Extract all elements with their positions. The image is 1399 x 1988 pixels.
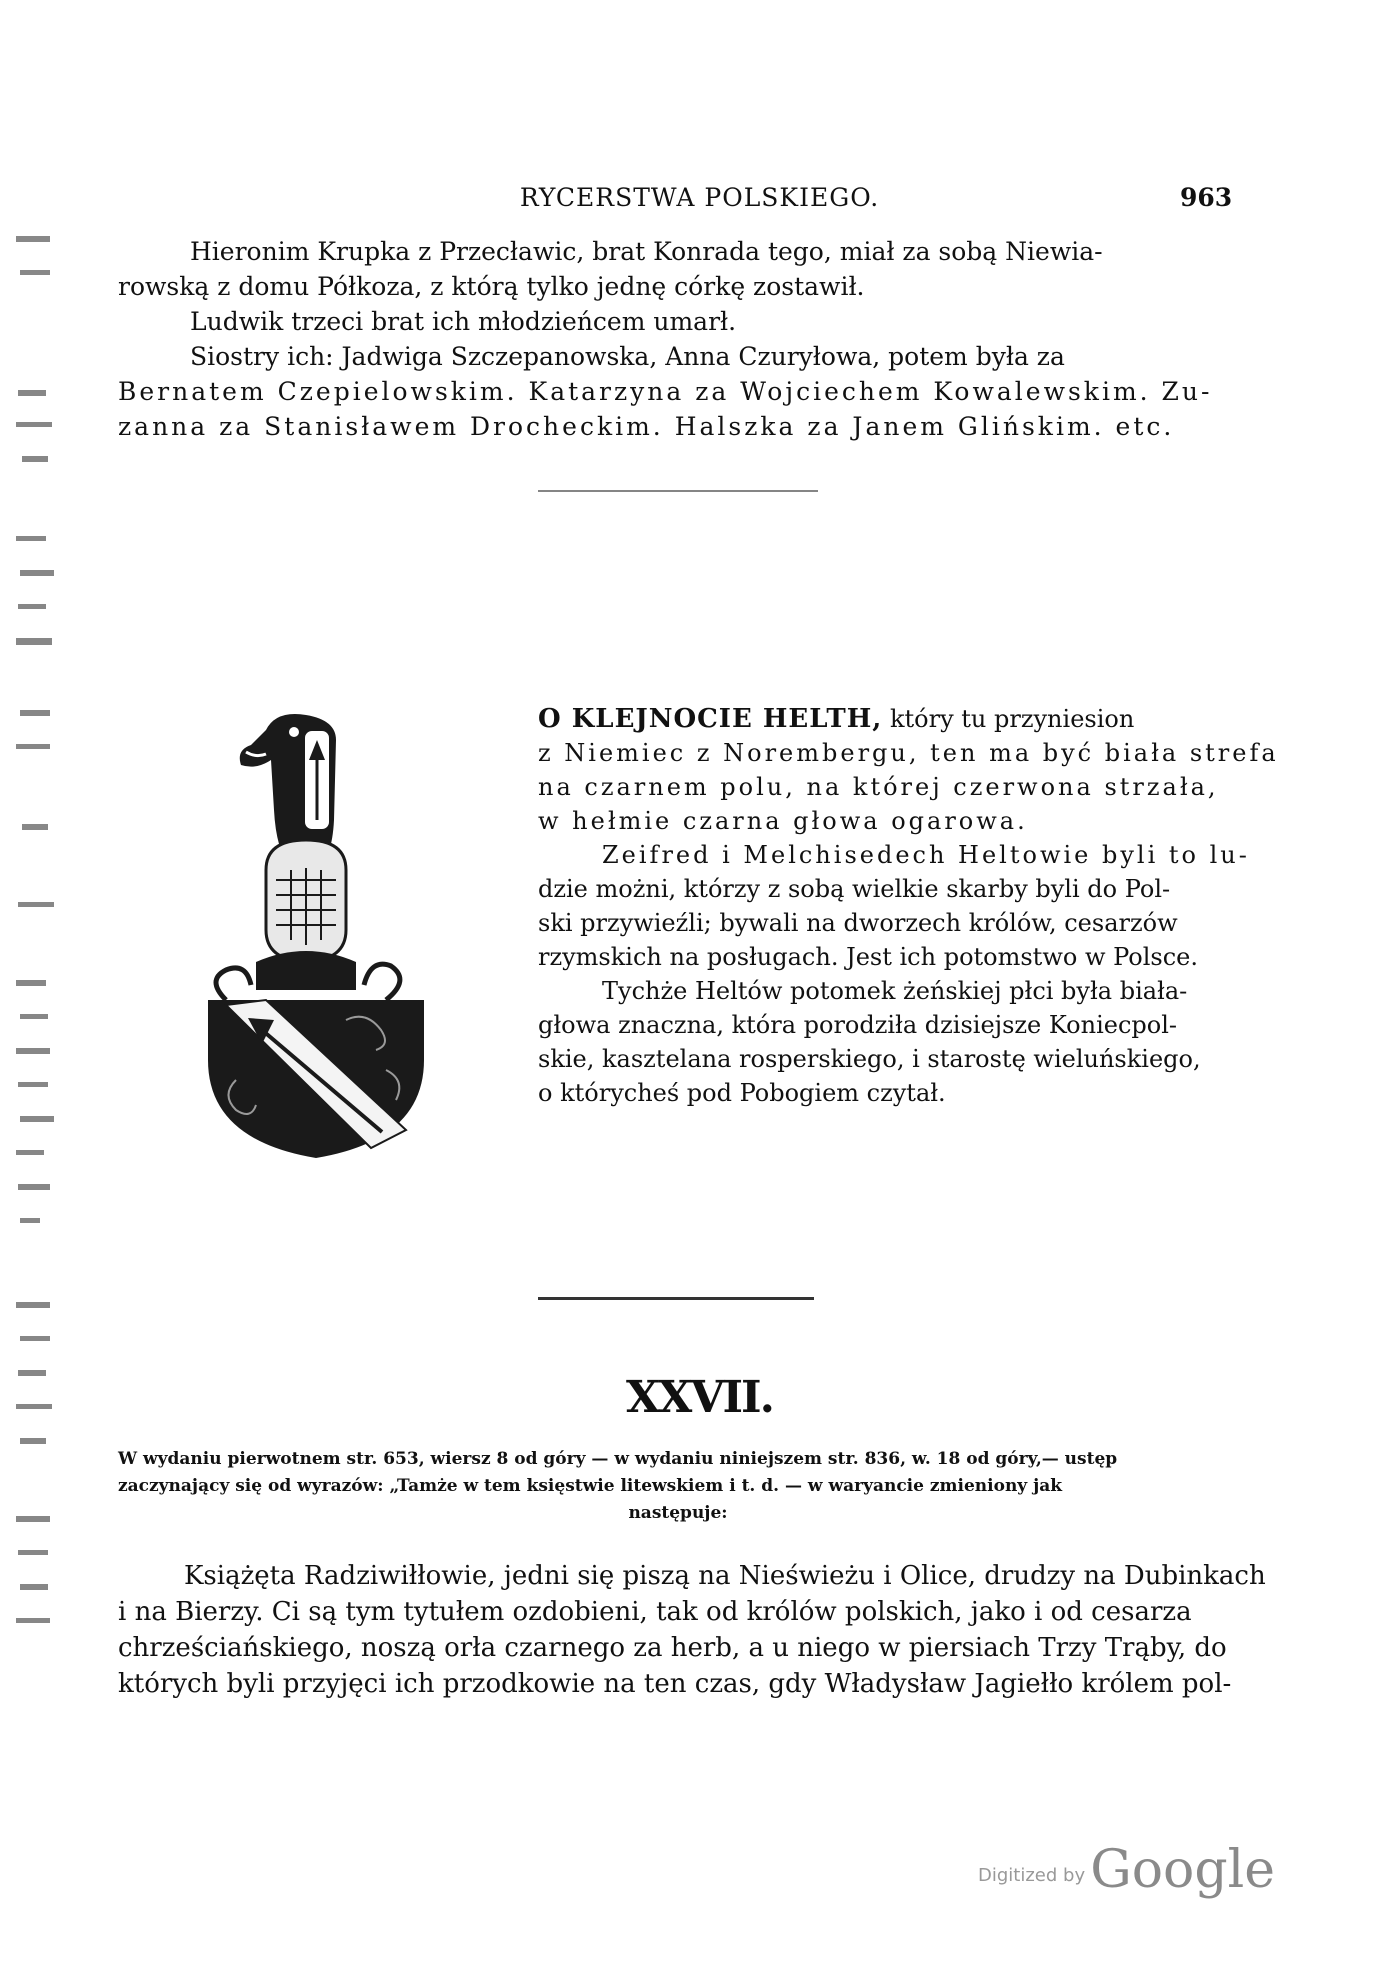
running-header: RYCERSTWA POLSKIEGO. [519,183,880,212]
text-line: W wydaniu pierwotnem str. 653, wiersz 8 od góry — w wydaniu niniejszem str. 836, w. 18 od góry,— ustęp [118,1449,1118,1469]
text-line: Ludwik trzeci brat ich młodzieńcem umarł. [190,307,737,336]
text-line: głowa znaczna, która porodziła dzisiejsze Koniecpol- [538,1011,1177,1039]
watermark-prefix: Digitized by [978,1865,1086,1886]
text-line: Hieronim Krupka z Przecławic, brat Konrada tego, miał za sobą Niewia- [190,237,1103,266]
text-line: dzie możni, którzy z sobą wielkie skarby byli do Pol- [538,875,1171,903]
text-line: Bernatem Czepielowskim. Katarzyna za Wojciechem Kowalewskim. Zu- [118,377,1213,406]
margin-bleed-artifacts [12,230,72,1710]
text-line: na czarnem polu, na której czerwona strzała, [538,773,1219,801]
crest-heading: O KLEJNOCIE HELTH, [538,704,883,734]
text-line: Tychże Heltów potomek żeńskiej płci była biała- [602,977,1188,1005]
page-number: 963 [1180,183,1233,212]
text-line: Siostry ich: Jadwiga Szczepanowska, Anna Czuryłowa, potem była za [190,342,1065,371]
google-logo: Google [1090,1840,1276,1900]
body-paragraph [118,1558,1266,1702]
text-line: z Niemiec z Norembergu, ten ma być biała strefa [538,739,1279,767]
coat-of-arms-helth-image [196,700,436,1160]
text-line: rzymskich na posługach. Jest ich potomstwo w Polsce. [538,943,1199,971]
text-line: rowską z domu Półkoza, z którą tylko jednę córkę zostawił. [118,272,865,301]
chapter-divider [538,1297,814,1300]
text-line: o którycheś pod Pobogiem czytał. [538,1079,946,1107]
text-line: i na Bierzy. Ci są tym tytułem ozdobieni, tak od królów polskich, jako i od cesarza [118,1597,1192,1627]
text-line: których byli przyjęci ich przodkowie na ten czas, gdy Władysław Jagiełło królem pol- [118,1669,1232,1699]
top-paragraph [118,234,1238,444]
google-digitized-watermark [978,1840,1275,1900]
text-line: zaczynający się od wyrazów: „Tamże w tem księstwie litewskiem i t. d. — w waryancie zmieniony jak [118,1476,1063,1496]
chapter-numeral: XXVII. [626,1372,773,1423]
text-line: ski przywieźli; bywali na dworzech królów, cesarzów [538,909,1178,937]
text-line: Książęta Radziwiłłowie, jedni się piszą na Nieświeżu i Olice, drudzy na Dubinkach [184,1561,1266,1591]
crest-description [538,702,1279,1110]
section-divider [538,490,818,492]
editorial-note [118,1446,1238,1527]
text-line: skie, kasztelana rosperskiego, i starostę wieluńskiego, [538,1045,1201,1073]
text-line: następuje: [628,1503,728,1523]
text-line: w hełmie czarna głowa ogarowa. [538,807,1028,835]
text-line [538,702,1238,736]
text-line: zanna za Stanisławem Drocheckim. Halszka za Janem Glińskim. etc. [118,412,1175,441]
text-line: Zeifred i Melchisedech Heltowie byli to lu- [602,841,1250,869]
text-line: chrześciańskiego, noszą orła czarnego za herb, a u niego w piersiach Trzy Trąby, do [118,1633,1227,1663]
text-line: który tu przyniesion [882,705,1135,733]
